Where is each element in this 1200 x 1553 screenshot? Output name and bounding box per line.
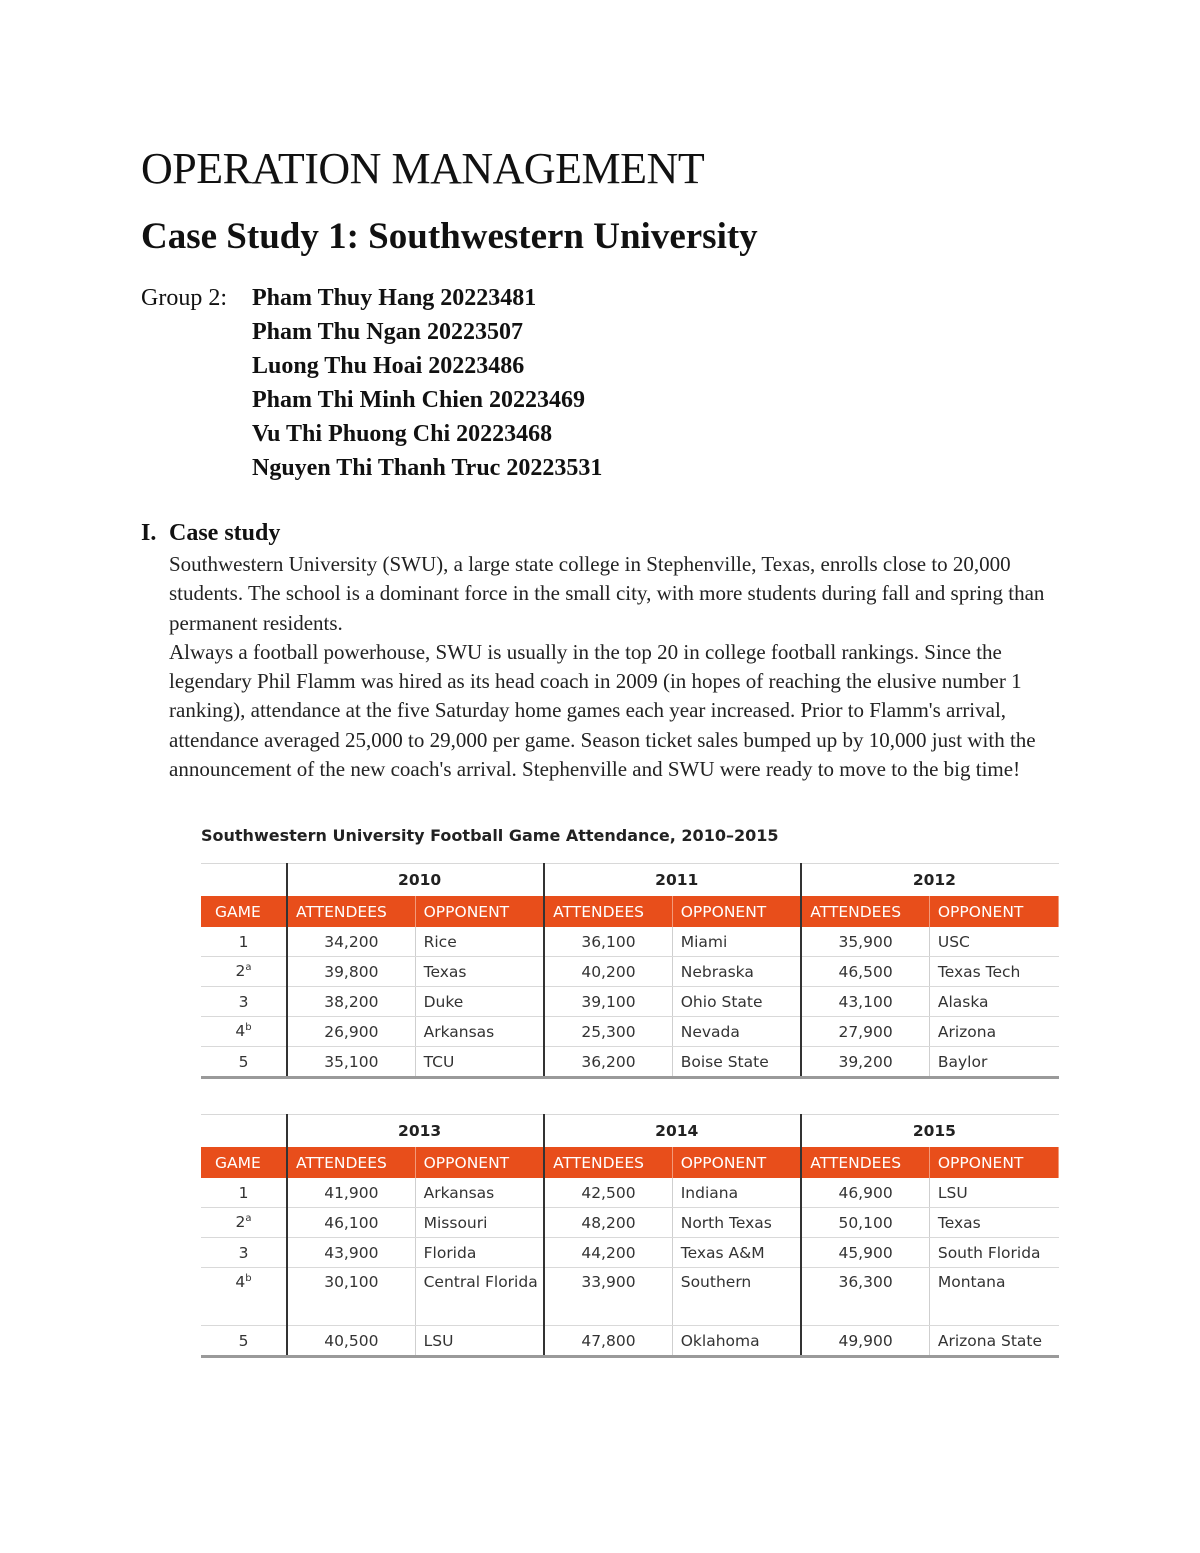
opponent-cell: Alaska (929, 987, 1058, 1017)
attendees-cell: 46,900 (801, 1178, 929, 1208)
opponent-header: OPPONENT (415, 1147, 544, 1178)
table-caption: Southwestern University Football Game Attendance, 2010–2015 (201, 826, 779, 845)
document-title: OPERATION MANAGEMENT (141, 144, 705, 193)
opponent-cell: Indiana (672, 1178, 801, 1208)
opponent-cell: Arizona (929, 1017, 1058, 1047)
opponent-cell: Nevada (672, 1017, 801, 1047)
attendees-cell: 36,100 (544, 927, 672, 957)
attendees-cell: 26,900 (287, 1017, 415, 1047)
attendees-cell: 33,900 (544, 1268, 672, 1326)
game-number-cell (201, 1208, 287, 1238)
attendees-header: ATTENDEES (801, 1147, 929, 1178)
attendees-cell: 46,100 (287, 1208, 415, 1238)
game-number: 1 (238, 1183, 249, 1202)
opponent-cell: Texas (415, 957, 544, 987)
opponent-cell: Ohio State (672, 987, 801, 1017)
member-item: Pham Thuy Hang 20223481 (252, 285, 537, 311)
game-number-cell (201, 1017, 287, 1047)
opponent-cell: Oklahoma (672, 1326, 801, 1357)
attendees-header: ATTENDEES (544, 896, 672, 927)
table-row (201, 1326, 1059, 1357)
attendees-cell: 50,100 (801, 1208, 929, 1238)
header-row (201, 896, 1059, 927)
attendees-cell: 47,800 (544, 1326, 672, 1357)
attendees-cell: 39,100 (544, 987, 672, 1017)
opponent-cell: Duke (415, 987, 544, 1017)
attendees-header: ATTENDEES (544, 1147, 672, 1178)
attendees-cell: 35,900 (801, 927, 929, 957)
section-heading (141, 517, 280, 549)
year-cell: 2010 (287, 864, 544, 897)
attendees-cell: 46,500 (801, 957, 929, 987)
opponent-cell: Arkansas (415, 1017, 544, 1047)
game-number: 3 (238, 992, 249, 1011)
member-item: Luong Thu Hoai 20223486 (252, 353, 525, 379)
attendees-cell: 40,200 (544, 957, 672, 987)
opponent-cell: LSU (415, 1326, 544, 1357)
member-item: Vu Thi Phuong Chi 20223468 (252, 421, 553, 447)
opponent-cell: Arizona State (929, 1326, 1058, 1357)
case-text (169, 550, 1069, 784)
table-body (201, 1115, 1059, 1357)
opponent-cell: TCU (415, 1047, 544, 1078)
attendees-cell: 38,200 (287, 987, 415, 1017)
game-number-cell (201, 927, 287, 957)
attendees-cell: 42,500 (544, 1178, 672, 1208)
year-row (201, 864, 1059, 897)
year-blank-cell (201, 864, 287, 897)
attendees-cell: 39,200 (801, 1047, 929, 1078)
table-body (201, 864, 1059, 1078)
game-number-cell (201, 987, 287, 1017)
opponent-header: OPPONENT (672, 896, 801, 927)
member-list (252, 281, 852, 485)
section-number: I. (141, 520, 157, 546)
table-row (201, 987, 1059, 1017)
opponent-cell: Boise State (672, 1047, 801, 1078)
game-number-cell (201, 1047, 287, 1078)
opponent-cell: Texas (929, 1208, 1058, 1238)
opponent-cell: Baylor (929, 1047, 1058, 1078)
opponent-cell: USC (929, 927, 1058, 957)
year-cell: 2015 (801, 1115, 1058, 1148)
attendees-cell: 30,100 (287, 1268, 415, 1326)
year-row (201, 1115, 1059, 1148)
table-row (201, 927, 1059, 957)
opponent-header: OPPONENT (672, 1147, 801, 1178)
game-number: 1 (238, 932, 249, 951)
attendees-cell: 43,100 (801, 987, 929, 1017)
member-item: Pham Thi Minh Chien 20223469 (252, 387, 585, 413)
table-row (201, 1047, 1059, 1078)
game-number: 5 (238, 1331, 249, 1350)
group-label: Group 2: (141, 285, 227, 311)
year-blank-cell (201, 1115, 287, 1148)
game-header: GAME (201, 896, 287, 927)
attendees-cell: 45,900 (801, 1238, 929, 1268)
opponent-cell: Missouri (415, 1208, 544, 1238)
paragraph: Always a football powerhouse, SWU is usually in the top 20 in college football rankings. Since the legendary Phil Flamm was hired as its head coach in 2009 (in hopes of reaching the elusive number 1 ranking), attendance at the five Saturday home games each year increased. Prior to Flamm's arrival, attendance averaged 25,000 to 29,000 per game. Season ticket sales bumped up by 10,000 just with the announcement of the new coach's arrival. Stephenville and SWU were ready to move to the big time! (169, 639, 1036, 782)
opponent-cell: Texas Tech (929, 957, 1058, 987)
attendees-cell: 41,900 (287, 1178, 415, 1208)
opponent-cell: North Texas (672, 1208, 801, 1238)
opponent-cell: Arkansas (415, 1178, 544, 1208)
attendees-cell: 25,300 (544, 1017, 672, 1047)
table-row (201, 1017, 1059, 1047)
opponent-cell: Texas A&M (672, 1238, 801, 1268)
attendees-header: ATTENDEES (801, 896, 929, 927)
game-footnote-mark: b (245, 1022, 252, 1034)
table-row (201, 1268, 1059, 1326)
opponent-cell: Rice (415, 927, 544, 957)
opponent-cell: LSU (929, 1178, 1058, 1208)
opponent-cell: Miami (672, 927, 801, 957)
game-number: 2 (235, 1213, 246, 1232)
attendance-table-2010-2012 (201, 863, 1059, 1079)
attendees-cell: 49,900 (801, 1326, 929, 1357)
header-row (201, 1147, 1059, 1178)
opponent-cell: South Florida (929, 1238, 1058, 1268)
opponent-header: OPPONENT (415, 896, 544, 927)
member-item: Pham Thu Ngan 20223507 (252, 319, 523, 345)
attendees-cell: 48,200 (544, 1208, 672, 1238)
attendees-cell: 39,800 (287, 957, 415, 987)
table-row (201, 1208, 1059, 1238)
game-number-cell (201, 957, 287, 987)
year-cell: 2011 (544, 864, 801, 897)
attendees-cell: 35,100 (287, 1047, 415, 1078)
game-footnote-mark: a (245, 1213, 252, 1225)
opponent-header: OPPONENT (929, 896, 1058, 927)
game-number-cell (201, 1268, 287, 1326)
opponent-cell: Central Florida (415, 1268, 544, 1326)
section-title: Case study (169, 520, 281, 546)
attendees-cell: 40,500 (287, 1326, 415, 1357)
year-cell: 2013 (287, 1115, 544, 1148)
game-number-cell (201, 1326, 287, 1357)
game-header: GAME (201, 1147, 287, 1178)
game-number: 3 (238, 1243, 249, 1262)
game-number: 4 (235, 1022, 246, 1041)
case-study-subtitle: Case Study 1: Southwestern University (141, 216, 758, 257)
attendees-header: ATTENDEES (287, 1147, 415, 1178)
opponent-cell: Nebraska (672, 957, 801, 987)
attendees-cell: 36,200 (544, 1047, 672, 1078)
attendees-header: ATTENDEES (287, 896, 415, 927)
game-number: 2 (235, 962, 246, 981)
opponent-header: OPPONENT (929, 1147, 1058, 1178)
attendees-cell: 34,200 (287, 927, 415, 957)
opponent-cell: Southern (672, 1268, 801, 1326)
attendees-cell: 43,900 (287, 1238, 415, 1268)
opponent-cell: Montana (929, 1268, 1058, 1326)
attendees-cell: 36,300 (801, 1268, 929, 1326)
paragraph: Southwestern University (SWU), a large state college in Stephenville, Texas, enrolls close to 20,000 students. The school is a dominant force in the small city, with more students during fall and spring than permanent residents. (169, 552, 1045, 635)
table-row (201, 1238, 1059, 1268)
game-number-cell (201, 1178, 287, 1208)
game-footnote-mark: a (245, 962, 252, 974)
game-number: 4 (235, 1273, 246, 1292)
year-cell: 2012 (801, 864, 1058, 897)
game-number-cell (201, 1238, 287, 1268)
opponent-cell: Florida (415, 1238, 544, 1268)
game-number: 5 (238, 1052, 249, 1071)
table-row (201, 1178, 1059, 1208)
game-footnote-mark: b (245, 1273, 252, 1284)
attendees-cell: 44,200 (544, 1238, 672, 1268)
attendees-cell: 27,900 (801, 1017, 929, 1047)
year-cell: 2014 (544, 1115, 801, 1148)
table-row (201, 957, 1059, 987)
attendance-table-2013-2015 (201, 1114, 1059, 1358)
member-item: Nguyen Thi Thanh Truc 20223531 (252, 455, 603, 481)
